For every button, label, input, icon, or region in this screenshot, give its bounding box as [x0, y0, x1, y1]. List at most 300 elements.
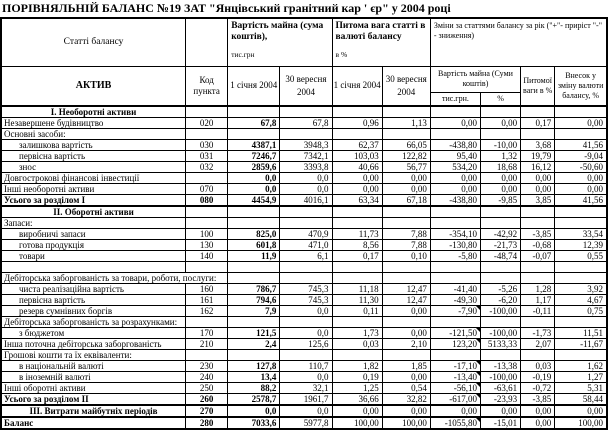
share-jan-cell [332, 218, 382, 229]
article-cell: Незавершене будівництво [1, 118, 186, 129]
value-sep-cell: 6,1 [280, 251, 332, 262]
value-sep-cell: 7342,1 [280, 151, 332, 162]
table-row [1, 306, 607, 317]
value-sep-cell: 5977,8 [280, 417, 332, 429]
change-share-cell [521, 106, 555, 118]
value-jan-cell: 4387,1 [228, 140, 280, 151]
value-jan-header: 1 січня 2004 [228, 66, 280, 106]
share-sep-cell: 0,00 [382, 184, 430, 195]
share-sep-header: 30 вересня 2004 [382, 66, 430, 106]
share-sep-cell: 32,82 [382, 394, 430, 406]
change-share-cell: -0,11 [521, 306, 555, 317]
value-sep-cell: 0,0 [280, 184, 332, 195]
value-group-unit: тис.грн [231, 50, 255, 59]
change-share-cell: 0,17 [521, 118, 555, 129]
value-sep-cell [280, 206, 332, 218]
share-group-title: Питома вага статті в валюті балансу [335, 21, 426, 42]
value-jan-cell: 7033,6 [228, 417, 280, 429]
value-sep-cell: 110,7 [280, 361, 332, 372]
value-jan-cell: 7,9 [228, 306, 280, 317]
value-jan-cell: 88,2 [228, 383, 280, 394]
code-cell: 162 [186, 306, 228, 317]
table-row [1, 361, 607, 372]
article-cell: Запаси: [1, 218, 186, 229]
value-sep-cell: 0,0 [280, 306, 332, 317]
change-share-cell: -0,07 [521, 251, 555, 262]
code-cell [186, 262, 228, 273]
change-contrib-cell [555, 262, 607, 273]
article-cell: первісна вартість [1, 295, 186, 306]
articles-header: Статті балансу [1, 18, 186, 66]
value-jan-cell [228, 262, 280, 273]
change-pct-cell: 0,00 [480, 118, 520, 129]
change-thous-cell: -617,00 [430, 394, 480, 406]
share-sep-cell: 66,05 [382, 140, 430, 151]
value-sep-cell: 0,0 [280, 372, 332, 383]
aktiv-header: АКТИВ [1, 66, 186, 106]
article-cell: I. Необоротні активи [1, 106, 186, 118]
share-sep-cell: 0,00 [382, 173, 430, 184]
change-contrib-cell: 5,31 [555, 383, 607, 394]
code-cell [186, 173, 228, 184]
change-share-cell: -0,68 [521, 240, 555, 251]
code-cell: 170 [186, 328, 228, 339]
value-sep-cell [280, 262, 332, 273]
share-jan-cell: 63,34 [332, 195, 382, 207]
share-jan-cell [332, 106, 382, 118]
change-contrib-cell [555, 206, 607, 218]
table-row [1, 372, 607, 383]
change-group-header: Зміни за статтями балансу за рік ("+"- приріст "-" - зниження) [430, 18, 607, 66]
header-row-columns [1, 66, 607, 92]
value-sep-cell: 470,9 [280, 229, 332, 240]
code-cell: 130 [186, 240, 228, 251]
code-cell: 230 [186, 361, 228, 372]
article-cell: в іноземній валюті [1, 372, 186, 383]
change-thous-cell: -438,80 [430, 140, 480, 151]
change-thous-cell: 95,40 [430, 151, 480, 162]
change-pct-cell [480, 218, 520, 229]
share-sep-cell [382, 106, 430, 118]
change-thous-cell [430, 317, 480, 328]
change-pct-cell: -100,00 [480, 328, 520, 339]
share-jan-cell: 103,03 [332, 151, 382, 162]
share-jan-cell: 0,19 [332, 372, 382, 383]
change-thous-cell: -56,10 [430, 383, 480, 394]
value-jan-cell: 7246,7 [228, 151, 280, 162]
code-header: Код пункта [186, 66, 228, 106]
value-jan-cell [228, 317, 280, 328]
value-jan-cell: 67,8 [228, 118, 280, 129]
value-jan-cell: 11,9 [228, 251, 280, 262]
article-cell: III. Витрати майбутніх періодів [1, 405, 186, 417]
change-thous-cell: -5,80 [430, 251, 480, 262]
change-pct-cell: -42,92 [480, 229, 520, 240]
change-share-cell: 3,68 [521, 140, 555, 151]
code-cell: 270 [186, 405, 228, 417]
change-share-cell [521, 206, 555, 218]
share-jan-cell [332, 350, 382, 361]
code-cell [186, 106, 228, 118]
change-pct-cell: -63,61 [480, 383, 520, 394]
change-share-cell: -1,73 [521, 328, 555, 339]
code-cell: 100 [186, 229, 228, 240]
change-contrib-cell: 0,00 [555, 173, 607, 184]
share-sep-cell [382, 350, 430, 361]
balance-table [0, 17, 608, 430]
change-share-cell: 1,17 [521, 295, 555, 306]
share-sep-cell: 0,00 [382, 328, 430, 339]
table-row [1, 129, 607, 140]
change-thous-cell [430, 350, 480, 361]
code-cell: 280 [186, 417, 228, 429]
table-row [1, 173, 607, 184]
code-cell: 030 [186, 140, 228, 151]
change-share-cell: 0,00 [521, 405, 555, 417]
article-cell: Грошові кошти та їх еквіваленти: [1, 350, 186, 361]
change-contrib-cell: 1,62 [555, 361, 607, 372]
change-pct-cell [480, 273, 520, 284]
share-sep-cell: 2,10 [382, 339, 430, 350]
change-pct-cell: 0,00 [480, 184, 520, 195]
value-jan-cell: 13,4 [228, 372, 280, 383]
change-thous-cell: -1055,80 [430, 417, 480, 429]
change-pct-cell: -9,85 [480, 195, 520, 207]
table-row [1, 317, 607, 328]
change-contrib-cell [555, 317, 607, 328]
share-sep-cell: 56,77 [382, 162, 430, 173]
change-contrib-cell: 0,00 [555, 118, 607, 129]
table-row [1, 273, 607, 284]
empty-header-cell [186, 18, 228, 66]
change-thous-cell: 123,20 [430, 339, 480, 350]
change-contrib-cell: -11,67 [555, 339, 607, 350]
article-cell: Інші оборотні активи [1, 383, 186, 394]
value-sep-cell: 67,8 [280, 118, 332, 129]
table-row [1, 383, 607, 394]
article-cell: готова продукція [1, 240, 186, 251]
code-cell: 160 [186, 284, 228, 295]
value-sep-cell: 745,3 [280, 284, 332, 295]
value-jan-cell: 2,4 [228, 339, 280, 350]
change-pct-cell: 0,00 [480, 173, 520, 184]
article-cell: з бюджетом [1, 328, 186, 339]
change-thous-cell: 534,20 [430, 162, 480, 173]
change-share-cell [521, 262, 555, 273]
value-jan-cell: 121,5 [228, 328, 280, 339]
share-jan-cell: 0,17 [332, 251, 382, 262]
article-cell: Дебіторська заборгованість за товари, роботи, послуги: [1, 273, 228, 284]
change-contrib-cell: 58,44 [555, 394, 607, 406]
share-sep-cell [382, 129, 430, 140]
value-jan-cell [228, 218, 280, 229]
share-jan-cell: 40,66 [332, 162, 382, 173]
value-sep-cell [280, 317, 332, 328]
share-sep-cell: 0,10 [382, 251, 430, 262]
share-jan-cell [332, 273, 382, 284]
change-thous-cell: -41,40 [430, 284, 480, 295]
value-jan-cell: 2578,7 [228, 394, 280, 406]
change-share-cell: 1,28 [521, 284, 555, 295]
table-row [1, 328, 607, 339]
share-sep-cell: 1,85 [382, 361, 430, 372]
value-jan-cell: 786,7 [228, 284, 280, 295]
code-cell: 032 [186, 162, 228, 173]
value-jan-cell: 127,8 [228, 361, 280, 372]
change-pct-cell: -21,73 [480, 240, 520, 251]
share-group-unit: в % [335, 50, 348, 59]
change-contrib-cell [555, 106, 607, 118]
value-jan-cell: 794,6 [228, 295, 280, 306]
table-row [1, 184, 607, 195]
value-sep-cell: 0,0 [280, 328, 332, 339]
change-pct-cell [480, 350, 520, 361]
article-cell: чиста реалізаційна вартість [1, 284, 186, 295]
table-row [1, 240, 607, 251]
share-jan-cell: 8,56 [332, 240, 382, 251]
change-pct-cell: 5133,33 [480, 339, 520, 350]
share-sep-cell: 7,88 [382, 240, 430, 251]
change-share-cell: 2,07 [521, 339, 555, 350]
share-sep-cell [382, 262, 430, 273]
change-pct-cell: 1,32 [480, 151, 520, 162]
share-sep-cell: 12,47 [382, 284, 430, 295]
share-sep-cell [382, 317, 430, 328]
change-share-cell [521, 273, 555, 284]
table-row [1, 195, 607, 207]
share-jan-cell: 1,82 [332, 361, 382, 372]
value-sep-cell [280, 273, 332, 284]
code-cell: 210 [186, 339, 228, 350]
change-share-cell [521, 317, 555, 328]
table-row [1, 140, 607, 151]
share-jan-cell: 0,96 [332, 118, 382, 129]
change-share-cell [521, 350, 555, 361]
change-contrib-cell: 1,27 [555, 372, 607, 383]
share-jan-cell [332, 129, 382, 140]
value-jan-cell: 2859,6 [228, 162, 280, 173]
change-contrib-cell: 12,39 [555, 240, 607, 251]
change-thous-cell: 0,00 [430, 184, 480, 195]
article-cell: виробничі запаси [1, 229, 186, 240]
table-row [1, 350, 607, 361]
share-sep-cell [382, 273, 430, 284]
share-jan-cell: 0,03 [332, 339, 382, 350]
share-sep-cell: 12,47 [382, 295, 430, 306]
code-cell: 140 [186, 251, 228, 262]
share-jan-cell: 0,00 [332, 184, 382, 195]
change-contrib-cell: 0,55 [555, 251, 607, 262]
change-thous-cell: -130,80 [430, 240, 480, 251]
article-cell: в національній валюті [1, 361, 186, 372]
article-cell: Дебіторська заборгованість за розрахунками: [1, 317, 186, 328]
value-jan-cell: 0,0 [228, 173, 280, 184]
article-cell [1, 262, 186, 273]
code-cell: 161 [186, 295, 228, 306]
code-cell: 260 [186, 394, 228, 406]
share-jan-cell [332, 206, 382, 218]
article-cell: Основні засоби: [1, 129, 186, 140]
article-cell: II. Оборотні активи [1, 206, 186, 218]
article-cell: Інша поточна дебіторська заборгованість [1, 339, 186, 350]
table-row [1, 284, 607, 295]
value-jan-cell [228, 106, 280, 118]
change-pct-cell [480, 317, 520, 328]
share-jan-cell [332, 317, 382, 328]
share-jan-header: 1 січня 2004 [332, 66, 382, 106]
value-sep-cell: 3393,8 [280, 162, 332, 173]
change-thous-cell [430, 218, 480, 229]
change-contrib-cell: -9,04 [555, 151, 607, 162]
share-sep-cell: 0,00 [382, 306, 430, 317]
table-header [1, 18, 607, 106]
change-thous-cell: -121,50 [430, 328, 480, 339]
change-share-cell: 19,79 [521, 151, 555, 162]
change-contrib-cell: -50,60 [555, 162, 607, 173]
share-sep-cell: 0,54 [382, 383, 430, 394]
change-thous-cell: 0,00 [430, 173, 480, 184]
share-group-header [332, 18, 430, 66]
table-row [1, 218, 607, 229]
change-value-header: Вартість майна (Суми коштів) [430, 66, 520, 92]
change-pct-cell: -23,93 [480, 394, 520, 406]
change-share-cell: 0,03 [521, 361, 555, 372]
change-contrib-cell: 33,54 [555, 229, 607, 240]
code-cell: 070 [186, 184, 228, 195]
table-body [1, 106, 607, 429]
change-contrib-cell: 0,00 [555, 184, 607, 195]
share-jan-cell: 11,30 [332, 295, 382, 306]
change-share-cell: 3,85 [521, 195, 555, 207]
article-cell: знос [1, 162, 186, 173]
share-sep-cell [382, 218, 430, 229]
table-row [1, 162, 607, 173]
change-share-cell: -0,72 [521, 383, 555, 394]
article-cell: Баланс [1, 417, 186, 429]
change-contrib-cell [555, 129, 607, 140]
table-row [1, 405, 607, 417]
code-cell: 020 [186, 118, 228, 129]
code-cell: 240 [186, 372, 228, 383]
article-cell: первісна вартість [1, 151, 186, 162]
article-cell: товари [1, 251, 186, 262]
value-sep-cell: 1961,7 [280, 394, 332, 406]
change-contrib-cell: 100,00 [555, 417, 607, 429]
change-pct-cell: -15,01 [480, 417, 520, 429]
change-pct-cell: -48,74 [480, 251, 520, 262]
change-share-cell: -0,19 [521, 372, 555, 383]
change-thous-cell [430, 206, 480, 218]
change-thous-cell [430, 273, 480, 284]
change-contrib-cell [555, 218, 607, 229]
share-sep-cell: 0,00 [382, 372, 430, 383]
share-sep-cell: 100,00 [382, 417, 430, 429]
share-sep-cell: 122,82 [382, 151, 430, 162]
table-row [1, 118, 607, 129]
share-jan-cell: 0,00 [332, 405, 382, 417]
table-row [1, 229, 607, 240]
table-row [1, 339, 607, 350]
code-cell [186, 350, 228, 361]
article-cell: Усього за розділом II [1, 394, 186, 406]
value-jan-cell: 0,0 [228, 405, 280, 417]
change-share-cell: 0,00 [521, 184, 555, 195]
table-row [1, 295, 607, 306]
change-share-cell: 0,00 [521, 417, 555, 429]
table-row [1, 251, 607, 262]
change-pct-cell [480, 206, 520, 218]
change-unit-pct-header: % [480, 92, 520, 106]
value-sep-cell: 0,0 [280, 405, 332, 417]
change-contrib-cell: 0,75 [555, 306, 607, 317]
share-jan-cell [332, 262, 382, 273]
change-share-header: Питомої ваги в % [521, 66, 555, 106]
value-sep-cell: 471,0 [280, 240, 332, 251]
share-jan-cell: 100,00 [332, 417, 382, 429]
change-pct-cell: 18,68 [480, 162, 520, 173]
value-sep-cell: 3948,3 [280, 140, 332, 151]
share-jan-cell: 0,00 [332, 173, 382, 184]
value-sep-cell [280, 106, 332, 118]
value-group-header [228, 18, 332, 66]
change-contrib-cell [555, 273, 607, 284]
change-thous-cell: -7,90 [430, 306, 480, 317]
change-contrib-cell: 4,67 [555, 295, 607, 306]
value-sep-cell: 125,6 [280, 339, 332, 350]
change-thous-cell: 0,00 [430, 405, 480, 417]
table-row [1, 262, 607, 273]
value-jan-cell [228, 273, 280, 284]
change-contrib-cell: 11,51 [555, 328, 607, 339]
change-thous-cell: -354,10 [430, 229, 480, 240]
share-jan-cell: 62,37 [332, 140, 382, 151]
change-share-cell: -3,85 [521, 394, 555, 406]
change-contrib-cell: 3,92 [555, 284, 607, 295]
value-jan-cell [228, 206, 280, 218]
value-jan-cell: 825,0 [228, 229, 280, 240]
share-jan-cell: 1,73 [332, 328, 382, 339]
change-share-cell: 16,12 [521, 162, 555, 173]
change-pct-cell: -10,00 [480, 140, 520, 151]
code-cell: 031 [186, 151, 228, 162]
share-sep-cell: 0,00 [382, 405, 430, 417]
value-jan-cell [228, 350, 280, 361]
table-row [1, 151, 607, 162]
change-contrib-cell: 41,56 [555, 140, 607, 151]
code-cell: 250 [186, 383, 228, 394]
change-pct-cell: -13,38 [480, 361, 520, 372]
code-cell: 080 [186, 195, 228, 207]
share-jan-cell: 11,18 [332, 284, 382, 295]
share-sep-cell [382, 206, 430, 218]
value-jan-cell: 0,0 [228, 184, 280, 195]
change-share-cell: 0,00 [521, 173, 555, 184]
value-jan-cell: 4454,9 [228, 195, 280, 207]
change-pct-cell [480, 129, 520, 140]
value-sep-cell: 745,3 [280, 295, 332, 306]
change-unit-thous-header: тис.грн. [430, 92, 480, 106]
code-cell [186, 317, 228, 328]
article-cell: резерв сумнівних боргів [1, 306, 186, 317]
header-row-groups [1, 18, 607, 66]
change-thous-cell: 0,00 [430, 118, 480, 129]
value-sep-cell [280, 218, 332, 229]
change-contrib-cell: 0,00 [555, 405, 607, 417]
change-thous-cell: -17,10 [430, 361, 480, 372]
change-pct-cell: -6,20 [480, 295, 520, 306]
change-share-cell [521, 218, 555, 229]
value-sep-cell: 32,1 [280, 383, 332, 394]
